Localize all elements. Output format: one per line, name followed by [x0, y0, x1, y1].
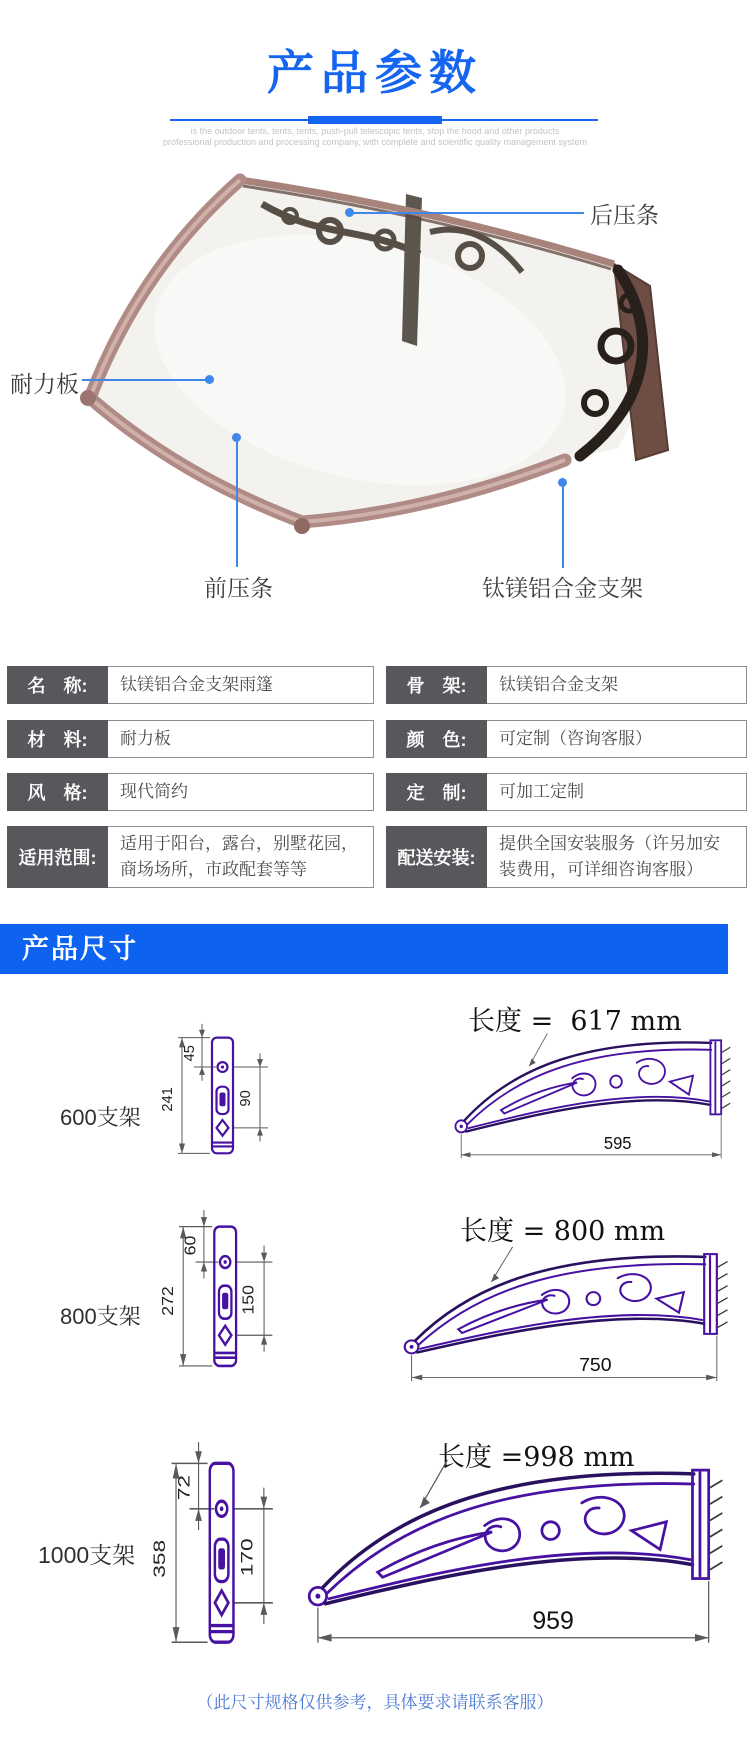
subtitle-line-2: professional production and processing company, with complete and scientific quality management system	[162, 137, 588, 147]
callout-bracket-line	[562, 486, 564, 568]
page-title: 产品参数	[267, 46, 483, 99]
bracket-arm-drawing-1000	[298, 1455, 746, 1663]
dim-total-text: 358	[150, 1539, 169, 1578]
subtitle-line-1: is the outdoor tents, tents, tents, push-pull telescopic tents, stop the hood and other products	[190, 126, 560, 136]
param-value: 耐力板	[108, 720, 374, 758]
param-row-custom	[386, 773, 747, 811]
size-section-banner: 产品尺寸	[0, 924, 728, 974]
param-row-style	[7, 773, 374, 811]
bracket-profile-drawing-1000	[140, 1433, 292, 1668]
dim-mid-text: 150	[239, 1285, 258, 1315]
param-value: 适用于阳台，露台，别墅花园，商场场所，市政配套等等	[108, 826, 374, 888]
title-divider	[170, 116, 598, 124]
param-value: 可定制（咨询客服）	[487, 720, 747, 758]
bracket-arm-drawing-800	[396, 1243, 746, 1396]
callout-panel-dot	[205, 375, 214, 384]
bracket-row-label-600: 600支架	[60, 1105, 141, 1130]
callout-front-label: 前压条	[204, 575, 273, 601]
length-label-800: 长度 = 800 mm	[460, 1216, 666, 1247]
param-row-install	[386, 826, 747, 888]
callout-panel-label: 耐力板	[10, 371, 79, 397]
param-value: 可加工定制	[487, 773, 747, 811]
callout-rear-label: 后压条	[590, 202, 659, 228]
callout-panel-line	[82, 379, 208, 381]
param-value: 现代简约	[108, 773, 374, 811]
param-value: 提供全国安装服务（许另加安装费用，可详细咨询客服）	[487, 826, 747, 888]
dim-mid-text: 90	[237, 1090, 255, 1107]
param-row-scope	[7, 826, 374, 888]
dim-mid-text: 170	[238, 1538, 257, 1577]
param-row-frame	[386, 666, 747, 704]
param-label: 材 料:	[7, 720, 108, 758]
bracket-profile-drawing-600	[150, 1018, 285, 1170]
param-row-name	[7, 666, 374, 704]
param-label: 适用范围:	[7, 826, 108, 888]
param-value: 钛镁铝合金支架雨篷	[108, 666, 374, 704]
dim-top-text: 45	[181, 1045, 199, 1062]
span-dim-text: 959	[532, 1606, 574, 1636]
param-label: 名 称:	[7, 666, 108, 704]
bracket-row-label-1000: 1000支架	[38, 1542, 136, 1568]
divider-thick-bar	[308, 116, 442, 124]
bracket-arm-drawing-600	[448, 1030, 746, 1172]
length-label-1000: 长度 =998 mm	[438, 1442, 635, 1473]
param-row-color	[386, 720, 747, 758]
param-label: 颜 色:	[386, 720, 487, 758]
param-label: 风 格:	[7, 773, 108, 811]
callout-bracket-label: 钛镁铝合金支架	[482, 575, 643, 601]
bracket-row-label-800: 800支架	[60, 1304, 141, 1329]
param-row-material	[7, 720, 374, 758]
span-dim-text: 595	[603, 1133, 632, 1153]
dim-top-text: 60	[181, 1235, 200, 1256]
span-dim-text: 750	[579, 1355, 612, 1376]
dim-total-text: 241	[159, 1087, 177, 1112]
dim-top-text: 72	[175, 1474, 194, 1501]
dim-total-text: 272	[158, 1286, 177, 1316]
param-label: 定 制:	[386, 773, 487, 811]
param-label: 骨 架:	[386, 666, 487, 704]
callout-front-line	[236, 441, 238, 567]
param-label: 配送安装:	[386, 826, 487, 888]
size-note: （此尺寸规格仅供参考，具体要求请联系客服）	[196, 1693, 554, 1712]
bracket-profile-drawing-800	[150, 1203, 290, 1386]
callout-rear-line	[352, 212, 584, 214]
param-value: 钛镁铝合金支架	[487, 666, 747, 704]
length-label-600: 长度 = 617 mm	[468, 1006, 682, 1037]
